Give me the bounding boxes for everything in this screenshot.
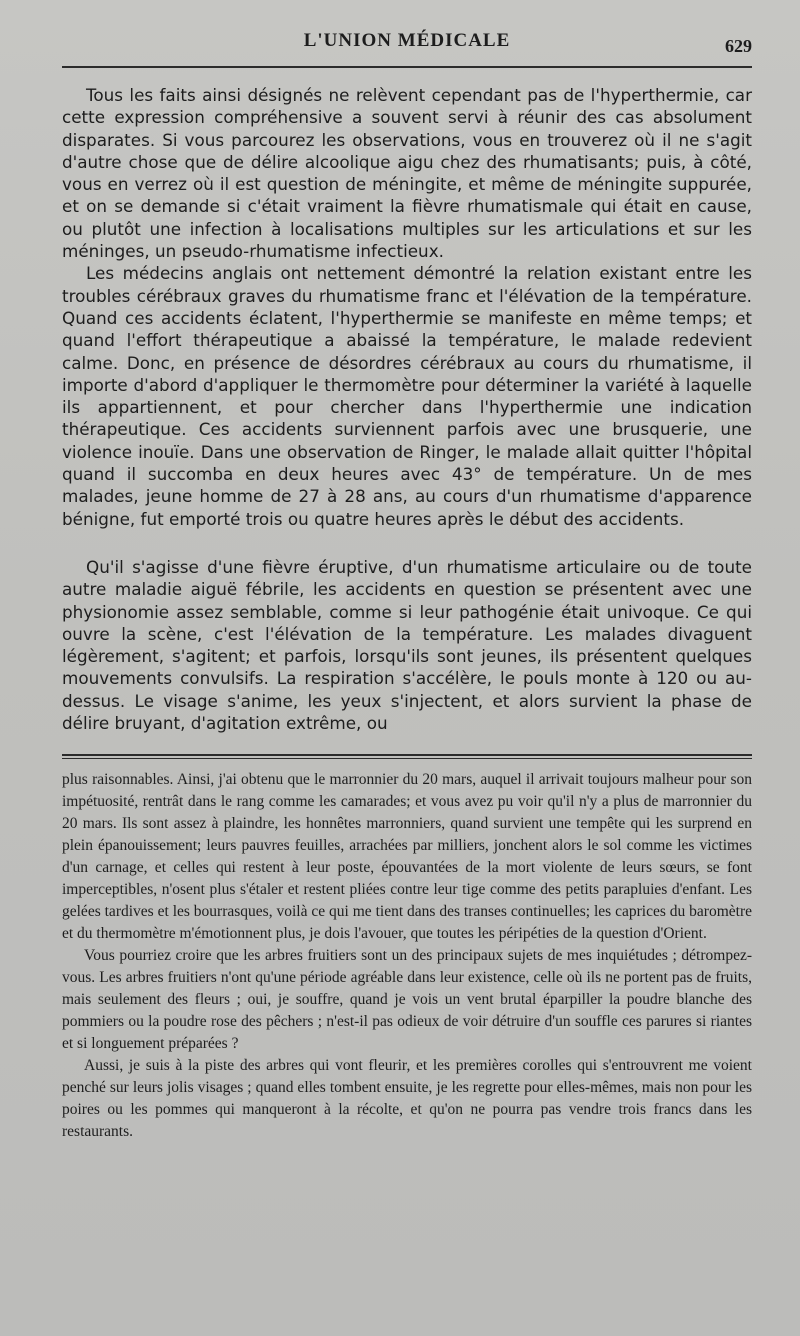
main-paragraph: Tous les faits ainsi désignés ne relèvent cependant pas de l'hyperthermie, car cette expression compréhensive a souvent servi à réunir des cas absolument disparates. Si vous parcourez les observations, vous en trouverez où il ne s'agit d'autre chose que de délire alcoolique aigu chez des rhumatisants; puis, à côté, vous en verrez où il est question de méningite, et même de méningite suppurée, et on se demande si c'était vraiment la fièvre rhumatismale qui était en cause, ou plutôt une infection à localisations multiples sur les articulations et sur les méninges, un pseudo-rhumatisme infectieux. <box>62 85 752 262</box>
footnote <box>62 769 752 1143</box>
page-header <box>62 0 752 56</box>
main-text <box>62 84 752 734</box>
running-title: L'UNION MÉDICALE <box>303 30 511 51</box>
footnote-paragraph: Aussi, je suis à la piste des arbres qui vont fleurir, et les premières corolles qui s'entrouvrent me voient penché sur leurs jolis visages ; quand elles tombent ensuite, je les regrette pour elles-mêmes, mais non pour les poires ou les pommes qui manqueront à la récolte, et qu'on ne pourra pas vendre trois francs dans les restaurants. <box>62 1057 752 1141</box>
footnote-paragraph: Vous pourriez croire que les arbres fruitiers sont un des principaux sujets de mes inquiétudes ; détrompez-vous. Les arbres fruitiers n'ont qu'une période agréable dans leur existence, celle où ils ne portent pas de fruits, mais seulement des fleurs ; oui, je souffre, quand je vois un vent brutal éparpiller la poudre blanche des pommiers ou la poudre rose des pêchers ; n'est-il pas odieux de voir détruire d'un souffle ces parures si riantes et si longuement préparées ? <box>62 947 752 1053</box>
main-paragraph: Les médecins anglais ont nettement démontré la relation existant entre les troubles cérébraux graves du rhumatisme franc et l'élévation de la température. Quand ces accidents éclatent, l'hyperthermie se manifeste en même temps; et quand l'effort thérapeutique a abaissé la température, le malade redevient calme. Donc, en présence de désordres cérébraux au cours du rhumatisme, il importe d'abord d'appliquer le thermomètre pour déterminer la variété à laquelle ils appartiennent, et pour chercher dans l'hyperthermie une indication thérapeutique. Ces accidents surviennent parfois avec une brusquerie, une violence inouïe. Dans une observation de Ringer, le malade allait quitter l'hôpital quand il succomba en deux heures avec 43° de température. Un de mes malades, jeune homme de 27 à 28 ans, au cours d'un rhumatisme d'apparence bénigne, fut emporté trois ou quatre heures après le début des accidents. <box>62 263 752 529</box>
page-number: 629 <box>725 36 752 56</box>
main-paragraph: Qu'il s'agisse d'une fièvre éruptive, d'un rhumatisme articulaire ou de toute autre maladie aiguë fébrile, les accidents en question se présentent avec une physionomie assez semblable, comme si leur pathogénie était univoque. Ce qui ouvre la scène, c'est l'élévation de la température. Les malades divaguent légèrement, s'agitent; et parfois, lorsqu'ils sont jeunes, ils présentent quelques mouvements convulsifs. La respiration s'accélère, le pouls monte à 120 ou au-dessus. Le visage s'anime, les yeux s'injectent, et alors survient la phase de délire bruyant, d'agitation extrême, ou <box>62 556 752 734</box>
footnote-paragraph: plus raisonnables. Ainsi, j'ai obtenu que le marronnier du 20 mars, auquel il arrivait toujours malheur pour son impétuosité, rentrât dans le rang comme les camarades; et vous avez pu voir qu'il n'y a plus de marronnier du 20 mars. Ils sont assez à plaindre, les honnêtes marronniers, quand survient une tempête qui les surprend en plein épanouissement; leurs pauvres feuilles, arrachées par milliers, jonchent alors le sol comme les victimes d'un carnage, et celles qui restent à leur poste, épouvantées de la mort violente de leurs sœurs, se font imperceptibles, n'osent plus s'étaler et restent pliées contre leur tige comme des petits parapluies d'enfant. Les gelées tardives et les bourrasques, voilà ce qui me tient dans des transes continuelles; les caprices du baromètre et du thermomètre m'émotionnent plus, je dois l'avouer, que toutes les péripéties de la question d'Orient. <box>62 771 752 943</box>
footnote-rule <box>62 754 752 759</box>
header-rule <box>62 66 752 68</box>
